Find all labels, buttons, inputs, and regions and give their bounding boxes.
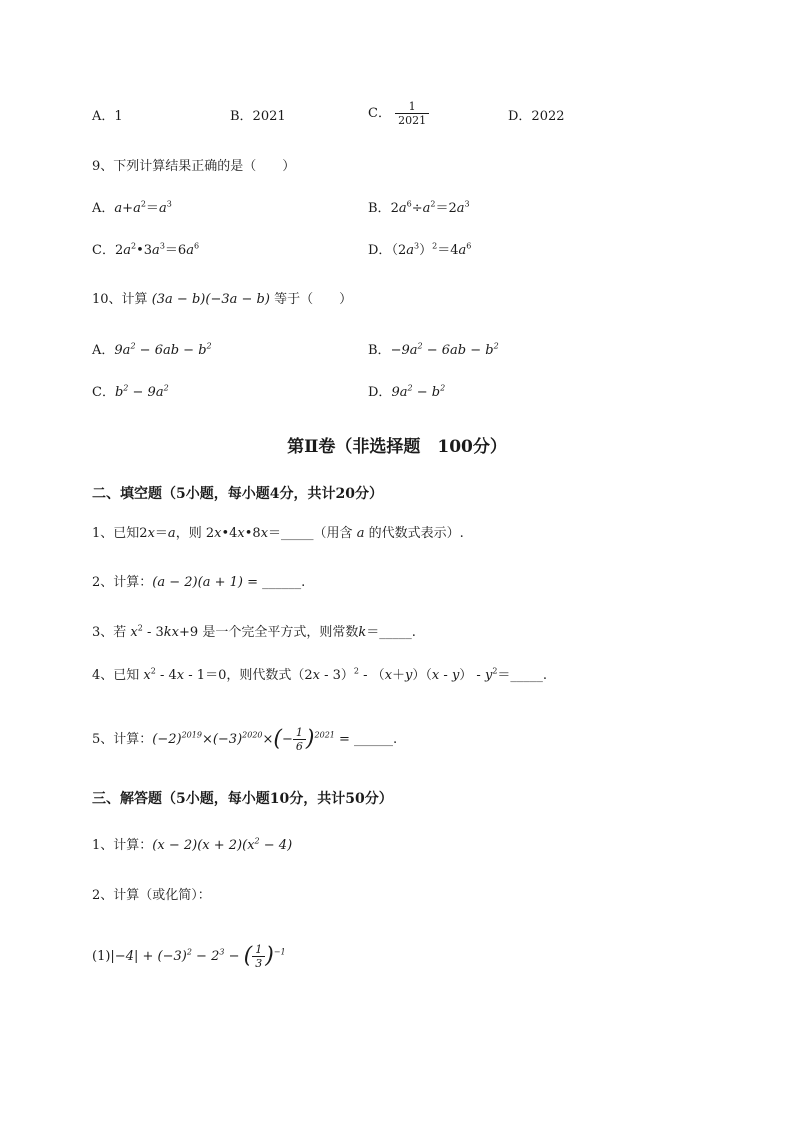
answer-q2-sub-label: (1): [92, 949, 111, 964]
q9-option-c: C．$2a^2•3a^3=6a^6$: [92, 241, 200, 258]
option-label: B．: [368, 201, 391, 216]
fill-q3-prefix: 3、若: [92, 625, 127, 640]
fill-q3-mid: 是一个完全平方式，则常数: [202, 625, 359, 640]
fill-q1-suffix: （用含: [313, 526, 353, 541]
q9-option-d: D．$(2a^3)^2=4a^6$: [368, 241, 472, 258]
fill-q5: 5、计算：$(-2)^{2019}\times(-3)^{2020}\times(-$ $\frac{1}{6}$ )$^{2021}$ = ______.: [92, 726, 398, 753]
q8-option-c-fraction: [395, 100, 429, 127]
fill-q3: 3、若 $x^2 - 3kx+9$ 是一个完全平方式，则常数k＝_____.: [92, 623, 416, 640]
option-label: C．: [92, 385, 115, 400]
fill-q4-prefix: 4、已知: [92, 668, 140, 683]
q10-expression: (3a − b)(−3a − b): [151, 292, 270, 307]
fill-q1-end: 的代数式表示）.: [368, 526, 464, 541]
q8-option-c: [368, 100, 429, 127]
fraction-numerator: 1: [395, 100, 429, 114]
q9-stem: 9、下列计算结果正确的是（ ）: [92, 159, 296, 174]
q10-option-d: D．$9a^2 - b^2$: [368, 383, 446, 400]
q10-option-b: B．$-9a^2 - 6ab - b^2$: [368, 341, 499, 358]
option-label: B．: [368, 343, 391, 358]
q8-option-a: A．1: [92, 109, 123, 124]
q10-stem-prefix: 10、计算: [92, 292, 148, 307]
answer-q2-part1: $(1)|-4| + (-3)^2 - 2^3$ − ( $\frac{1}{3}$ )$^{-1}$: [92, 943, 286, 970]
option-label: A．: [92, 201, 115, 216]
fill-q4: 4、已知 $x^2 - 4x - 1=0$，则代数式$(2x - 3)^2 - (x+y)(x - y) - y^2=\_\_\_\_\_$.: [92, 666, 548, 683]
answer-q2: 2、计算（或化简）：: [92, 888, 211, 903]
q9-option-a: A．$a+a^2=a^3$: [92, 199, 172, 216]
q10-stem: [92, 291, 352, 309]
fill-q1: 1、已知2x＝a，则 2x•4x•8x＝_____（用含 a 的代数式表示）.: [92, 526, 464, 541]
option-label: D．: [368, 385, 392, 400]
q8-option-b: B．2021: [230, 109, 286, 124]
fill-q2: 2、计算：(a − 2)(a + 1) = ______.: [92, 575, 306, 590]
fill-q4-mid: ，则代数式: [226, 668, 292, 683]
part2-title: 第Ⅱ卷（非选择题 100分）: [287, 437, 507, 457]
fraction-denominator: 2021: [398, 114, 427, 127]
fill-q1-prefix: 1、已知: [92, 526, 140, 541]
q8-option-d: D．2022: [508, 109, 565, 124]
q10-option-c: C．$b^2 - 9a^2$: [92, 383, 169, 400]
fraction-one-sixth: $\frac{1}{6}$: [293, 726, 306, 753]
fill-section-heading: 二、填空题（5小题，每小题4分，共计20分）: [92, 486, 383, 502]
q8-option-c-label: C．: [368, 106, 391, 121]
q10-stem-suffix: 等于（ ）: [274, 292, 353, 307]
answer-q1: 1、计算：$(x - 2)(x + 2)(x^2 - 4)$: [92, 836, 293, 853]
option-label: C．: [92, 243, 115, 258]
fill-q2-prefix: 2、计算：: [92, 575, 153, 590]
fraction-one-third: $\frac{1}{3}$: [252, 943, 265, 970]
q10-option-a: A．$9a^2 - 6ab - b^2$: [92, 341, 212, 358]
fill-q5-prefix: 5、计算：: [92, 732, 153, 747]
answer-section-heading: 三、解答题（5小题，每小题10分，共计50分）: [92, 791, 393, 807]
q9-option-b: B．$2a^6\div a^2=2a^3$: [368, 199, 470, 216]
option-label: A．: [92, 343, 115, 358]
answer-q1-prefix: 1、计算：: [92, 838, 153, 853]
option-label: D．: [368, 243, 392, 258]
